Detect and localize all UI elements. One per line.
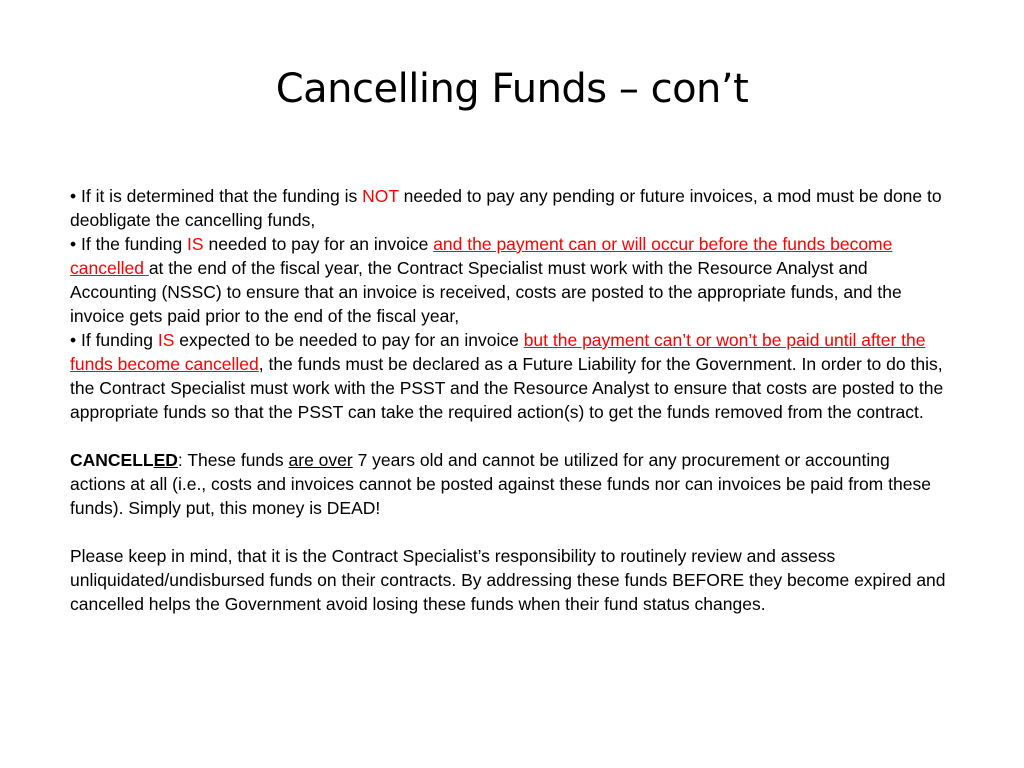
bullet-text: • If funding (70, 330, 158, 350)
bullet-future-liability (70, 328, 950, 424)
cancelled-term-start: CANCELL (70, 450, 154, 470)
cancelled-definition (70, 448, 950, 520)
cancelled-term (70, 450, 178, 470)
paragraph-spacer (70, 424, 950, 448)
bullet-text: expected to be needed to pay for an invoice (174, 330, 524, 350)
bullet-text: needed to pay any pending or future invoices, a mod must be done to deobligate the cancelling funds, (70, 186, 942, 230)
paragraph-spacer (70, 520, 950, 544)
underlined-condition: but the payment can’t or won’t be paid until after the funds become cancelled (70, 330, 926, 374)
emphasis-are-over: are over (288, 450, 353, 470)
cancelled-term-end: ED (153, 450, 178, 470)
bullet-is-needed (70, 232, 950, 328)
underlined-condition: and the payment can or will occur before the funds become cancelled (70, 234, 893, 278)
definition-text: : These funds (177, 450, 289, 470)
bullet-not-needed (70, 184, 950, 232)
bullet-text: • If it is determined that the funding is (70, 186, 363, 206)
slide-title: Cancelling Funds – con’t (275, 66, 749, 112)
bullet-text: needed to pay for an invoice (203, 234, 434, 254)
definition-text: 7 years old and cannot be utilized for any procurement or accounting actions at all (i.e., costs and invoices cannot be posted against these funds nor can invoices be paid from these funds). Simply put, this money is DEAD! (70, 450, 931, 518)
bullet-text: at the end of the fiscal year, the Contract Specialist must work with the Resource Analyst and Accounting (NSSC) to ensure that an invoice is received, costs are posted to the appropriate funds, and the invoice gets paid prior to the end of the fiscal year, (70, 258, 902, 326)
emphasis-not: NOT (362, 186, 399, 206)
bullet-text: , the funds must be declared as a Future Liability for the Government. In order to do this, the Contract Specialist must work with the PSST and the Resource Analyst to ensure that costs are posted to the appropriate funds so that the PSST can take the required action(s) to get the funds removed from the contract. (70, 354, 944, 422)
bullet-text: • If the funding (70, 234, 188, 254)
emphasis-is: IS (157, 330, 175, 350)
emphasis-is: IS (187, 234, 204, 254)
slide-body (70, 184, 950, 616)
closing-paragraph: Please keep in mind, that it is the Contract Specialist’s responsibility to routinely review and assess unliquidated/undisbursed funds on their contracts. By addressing these funds BEFORE they become expired and cancelled helps the Government avoid losing these funds when their fund status changes. (70, 546, 946, 614)
